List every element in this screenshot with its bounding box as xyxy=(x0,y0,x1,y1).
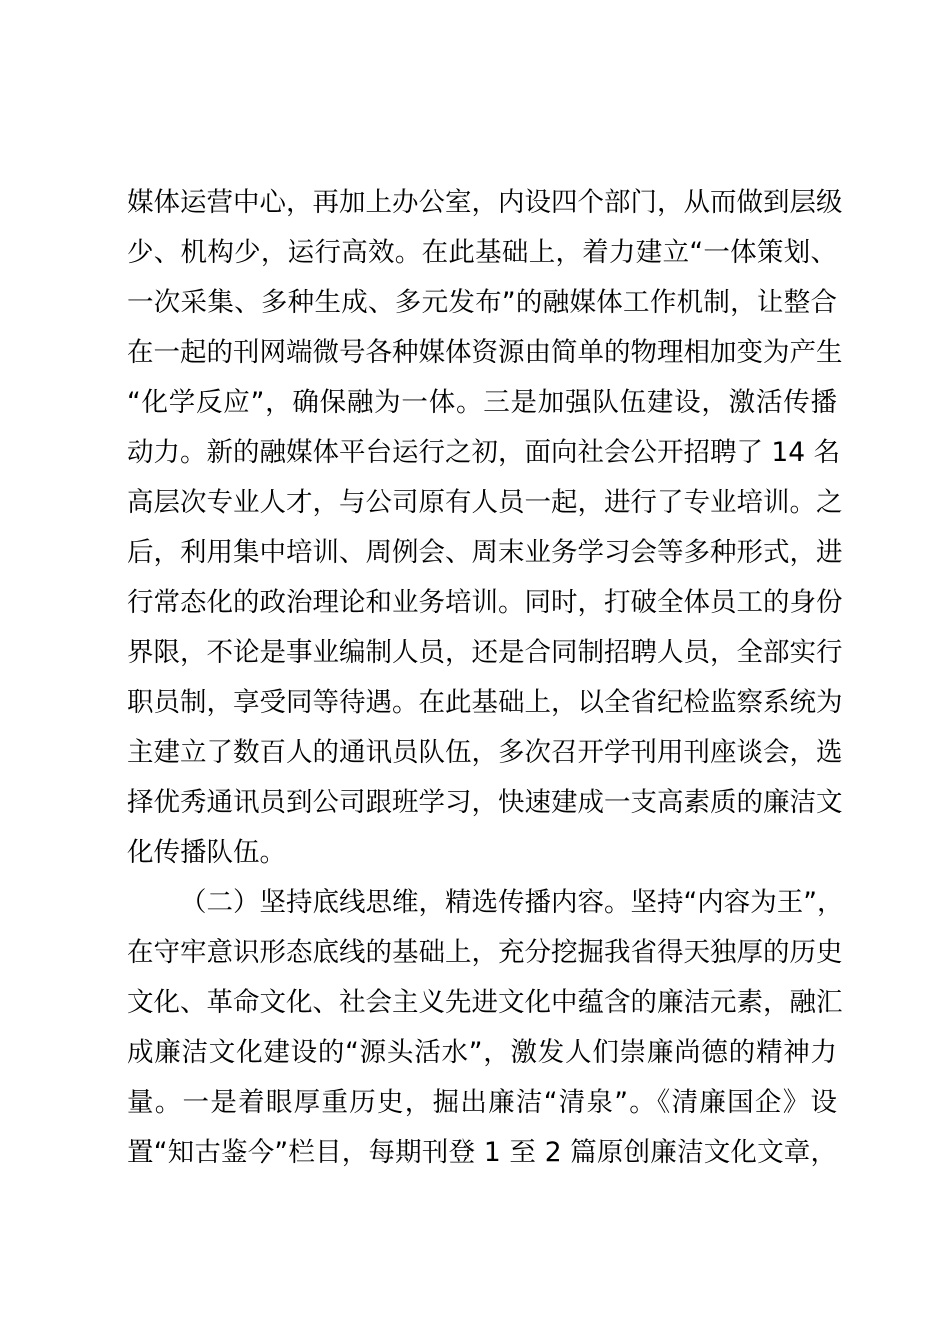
text-line: 择优秀通讯员到公司跟班学习，快速建成一支高素质的廉洁文 xyxy=(127,787,843,818)
text-line: 文化、革命文化、社会主义先进文化中蕴含的廉洁元素，融汇 xyxy=(127,987,843,1018)
paragraph-last-line: 化传播队伍。 xyxy=(127,837,286,868)
text-line: 后，利用集中培训、周例会、周末业务学习会等多种形式，进 xyxy=(127,537,843,568)
text-line: 动力。新的融媒体平台运行之初，面向社会公开招聘了 14 名 xyxy=(127,437,841,468)
text-line: 成廉洁文化建设的“源头活水”，激发人们崇廉尚德的精神力 xyxy=(127,1037,837,1068)
text-line: 置“知古鉴今”栏目，每期刊登 1 至 2 篇原创廉洁文化文章， xyxy=(127,1137,837,1168)
text-line: 一次采集、多种生成、多元发布”的融媒体工作机制，让整合 xyxy=(127,287,837,318)
text-line: 高层次专业人才，与公司原有人员一起，进行了专业培训。之 xyxy=(127,487,843,518)
text-line: 在一起的刊网端微号各种媒体资源由简单的物理相加变为产生 xyxy=(127,337,843,368)
text-line: 界限，不论是事业编制人员，还是合同制招聘人员，全部实行 xyxy=(127,637,843,668)
text-line: 在守牢意识形态底线的基础上，充分挖掘我省得天独厚的历史 xyxy=(127,937,843,968)
text-line: 量。一是着眼厚重历史，掘出廉洁“清泉”。《清廉国企》设 xyxy=(127,1087,837,1118)
text-line: 行常态化的政治理论和业务培训。同时，打破全体员工的身份 xyxy=(127,587,843,618)
text-line: 媒体运营中心，再加上办公室，内设四个部门，从而做到层级 xyxy=(127,187,843,218)
body-text xyxy=(127,178,844,1178)
text-line: 少、机构少，运行高效。在此基础上，着力建立“一体策划、 xyxy=(127,237,837,268)
text-line: 主建立了数百人的通讯员队伍，多次召开学刊用刊座谈会，选 xyxy=(127,737,843,768)
paragraph-first-line: （二）坚持底线思维，精选传播内容。坚持“内容为王”， xyxy=(180,887,844,918)
text-line: 职员制，享受同等待遇。在此基础上，以全省纪检监察系统为 xyxy=(127,687,843,718)
text-line: “化学反应”，确保融为一体。三是加强队伍建设，激活传播 xyxy=(127,387,837,418)
